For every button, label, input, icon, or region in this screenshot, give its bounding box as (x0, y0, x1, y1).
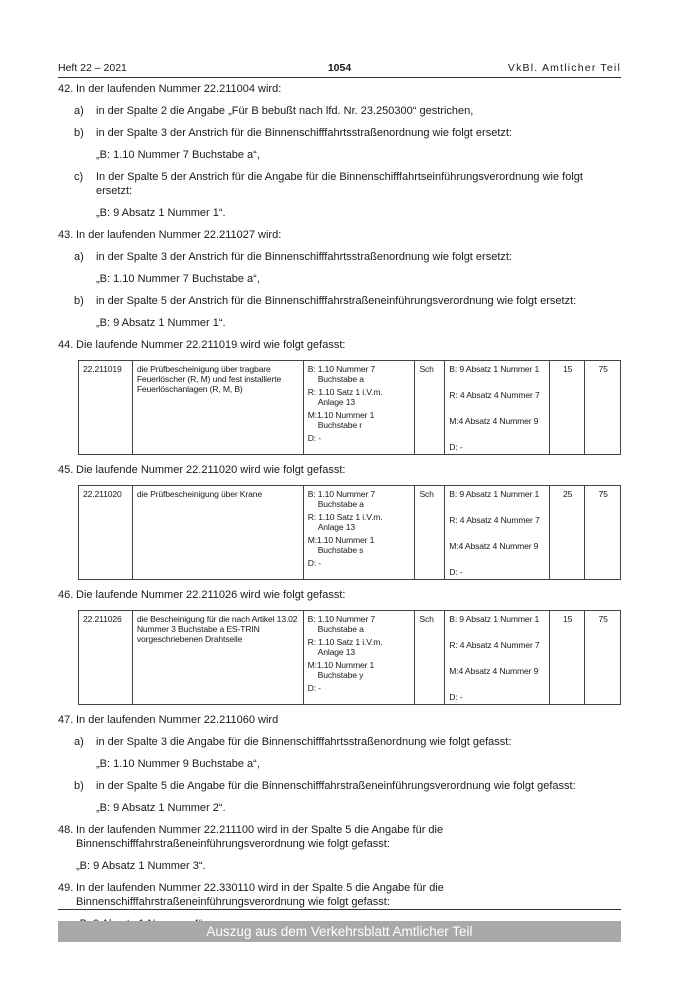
table-row (79, 361, 621, 455)
quote: „B: 9 Absatz 1 Nummer 2“. (96, 802, 226, 814)
col5-b: B: 9 Absatz 1 Nummer 1 (449, 489, 540, 499)
sub-label: a) (74, 736, 84, 748)
issue-label: Heft 22 – 2021 (58, 62, 127, 74)
col3-m-cont: Buchstabe r (317, 420, 362, 430)
col5-r: R: 4 Absatz 4 Nummer 7 (449, 640, 540, 650)
item-number: 47. (58, 714, 74, 726)
col3-r: R: 1.10 Satz 1 i.V.m. (307, 637, 383, 647)
cell-value-2: 75 (585, 486, 621, 580)
sub-label: a) (74, 105, 84, 117)
cell-description: die Prüfbescheinigung über Krane (132, 486, 303, 580)
item-46 (58, 588, 621, 602)
item-number: 43. (58, 229, 74, 241)
col5-d: D: - (449, 567, 463, 577)
sub-text: in der Spalte 3 der Anstrich für die Binnenschifffahrtsstraßenordnung wie folgt ersetzt: (96, 127, 512, 139)
col3-d: D: - (307, 683, 321, 693)
sub-label: c) (74, 171, 84, 183)
item-text: In der laufenden Nummer 22.211060 wird (76, 714, 279, 726)
sub-text: In der Spalte 5 der Anstrich für die Angabe für die Binnenschifffahrtseinführungsverordnung wie folgt ersetzt: (96, 171, 583, 197)
quote: „B: 9 Absatz 1 Nummer 1“. (96, 317, 226, 329)
footer-divider (58, 909, 621, 910)
cell-number: 22.211020 (79, 486, 133, 580)
cell-value-2: 75 (585, 611, 621, 705)
col3-d: D: - (307, 558, 321, 568)
cell-sch: Sch (415, 486, 445, 580)
item-text: Die laufende Nummer 22.211020 wird wie folgt gefasst: (76, 464, 346, 476)
item-text: In der laufenden Nummer 22.211027 wird: (76, 229, 282, 241)
table-row (79, 486, 621, 580)
item-44 (58, 338, 621, 352)
cell-value-2: 75 (585, 361, 621, 455)
cell-col3 (303, 361, 415, 455)
item-43-b (58, 294, 621, 308)
item-42-a (58, 104, 621, 118)
quote: „B: 9 Absatz 1 Nummer 1“. (96, 207, 226, 219)
item-49 (58, 881, 621, 909)
item-48 (58, 823, 621, 851)
journal-title: VkBl. Amtlicher Teil (507, 62, 621, 74)
col3-b-cont: Buchstabe a (317, 624, 364, 634)
col5-m: M:4 Absatz 4 Nummer 9 (449, 416, 539, 426)
cell-value-1: 15 (549, 361, 585, 455)
cell-col5 (445, 361, 550, 455)
cell-description: die Prüfbescheinigung über tragbare Feuerlöscher (R, M) und fest installierte Feuerlöschanlagen (R, M, B) (132, 361, 303, 455)
col5-d: D: - (449, 442, 463, 452)
col3-b-cont: Buchstabe a (317, 374, 364, 384)
table-22-211019 (78, 360, 621, 455)
table-row (79, 611, 621, 705)
quote: „B: 9 Absatz 1 Nummer 3“. (76, 860, 206, 872)
col5-d: D: - (449, 692, 463, 702)
item-47-a (58, 735, 621, 749)
sub-label: b) (74, 780, 84, 792)
col3-r-cont: Anlage 13 (317, 522, 356, 532)
col5-m: M:4 Absatz 4 Nummer 9 (449, 541, 539, 551)
cell-number: 22.211026 (79, 611, 133, 705)
item-number: 45. (58, 464, 74, 476)
cell-col3 (303, 611, 415, 705)
item-42-c (58, 170, 621, 198)
item-text: In der laufenden Nummer 22.211100 wird in der Spalte 5 die Angabe für die Binnenschifffahrstraßeneinführungsverordnung wie folgt gefasst: (76, 824, 444, 850)
col5-r: R: 4 Absatz 4 Nummer 7 (449, 390, 540, 400)
cell-sch: Sch (415, 611, 445, 705)
item-47-b (58, 779, 621, 793)
cell-description: die Bescheinigung für die nach Artikel 13.02 Nummer 3 Buchstabe a ES-TRIN vorgeschriebenen Drahtseile (132, 611, 303, 705)
sub-text: in der Spalte 5 der Anstrich für die Binnenschifffahrstraßeneinführungsverordnung wie folgt ersetzt: (96, 295, 577, 307)
col3-m-cont: Buchstabe s (317, 545, 364, 555)
cell-number: 22.211019 (79, 361, 133, 455)
col3-m: M:1.10 Nummer 1 (307, 535, 375, 545)
page-header (58, 61, 621, 78)
col3-m: M:1.10 Nummer 1 (307, 660, 375, 670)
item-text: Die laufende Nummer 22.211019 wird wie folgt gefasst: (76, 339, 346, 351)
item-42-b (58, 126, 621, 140)
footer-banner: Auszug aus dem Verkehrsblatt Amtlicher Teil (58, 921, 621, 942)
col3-m-cont: Buchstabe y (317, 670, 364, 680)
sub-label: b) (74, 295, 84, 307)
col5-b: B: 9 Absatz 1 Nummer 1 (449, 364, 540, 374)
item-number: 44. (58, 339, 74, 351)
col3-b: B: 1.10 Nummer 7 (307, 614, 375, 624)
col3-b: B: 1.10 Nummer 7 (307, 364, 376, 374)
col3-r-cont: Anlage 13 (317, 647, 355, 657)
quote: „B: 1.10 Nummer 7 Buchstabe a“, (96, 149, 260, 161)
cell-value-1: 15 (549, 611, 585, 705)
col3-b: B: 1.10 Nummer 7 (307, 489, 376, 499)
col5-b: B: 9 Absatz 1 Nummer 1 (449, 614, 540, 624)
cell-col5 (445, 486, 550, 580)
item-number: 42. (58, 83, 74, 95)
item-43 (58, 228, 621, 242)
page-number: 1054 (327, 62, 352, 74)
col3-d: D: - (307, 433, 321, 443)
item-number: 46. (58, 589, 74, 601)
item-42 (58, 82, 621, 96)
item-43-a (58, 250, 621, 264)
col3-r: R: 1.10 Satz 1 i.V.m. (307, 512, 383, 522)
col3-r: R: 1.10 Satz 1 i.V.m. (307, 387, 383, 397)
sub-label: b) (74, 127, 84, 139)
quote: „B: 1.10 Nummer 7 Buchstabe a“, (96, 273, 260, 285)
item-number: 49. (58, 882, 74, 894)
col3-b-cont: Buchstabe a (317, 499, 364, 509)
cell-value-1: 25 (549, 486, 585, 580)
col5-m: M:4 Absatz 4 Nummer 9 (449, 666, 539, 676)
item-text: In der laufenden Nummer 22.211004 wird: (76, 83, 282, 95)
quote: „B: 1.10 Nummer 9 Buchstabe a“, (96, 758, 260, 770)
item-number: 48. (58, 824, 74, 836)
sub-text: in der Spalte 2 die Angabe „Für B bebußt nach lfd. Nr. 23.250300“ gestrichen, (96, 105, 474, 117)
table-22-211026 (78, 610, 621, 705)
item-text: Die laufende Nummer 22.211026 wird wie folgt gefasst: (76, 589, 346, 601)
sub-text: in der Spalte 3 die Angabe für die Binnenschifffahrtsstraßenordnung wie folgt gefasst: (96, 736, 512, 748)
cell-col3 (303, 486, 415, 580)
table-22-211020 (78, 485, 621, 580)
item-47 (58, 713, 621, 727)
col5-r: R: 4 Absatz 4 Nummer 7 (449, 515, 540, 525)
item-45 (58, 463, 621, 477)
item-text: In der laufenden Nummer 22.330110 wird in der Spalte 5 die Angabe für die Binnenschifffahrstraßeneinführungsverordnung wie folgt gefasst: (76, 882, 444, 908)
document-body (58, 82, 621, 931)
col3-r-cont: Anlage 13 (317, 397, 356, 407)
col3-m: M:1.10 Nummer 1 (307, 410, 375, 420)
cell-col5 (445, 611, 550, 705)
sub-text: in der Spalte 5 die Angabe für die Binnenschifffahrstraßeneinführungsverordnung wie folgt gefasst: (96, 780, 576, 792)
sub-label: a) (74, 251, 84, 263)
cell-sch: Sch (415, 361, 445, 455)
sub-text: in der Spalte 3 der Anstrich für die Binnenschifffahrtsstraßenordnung wie folgt ersetzt: (96, 251, 512, 263)
